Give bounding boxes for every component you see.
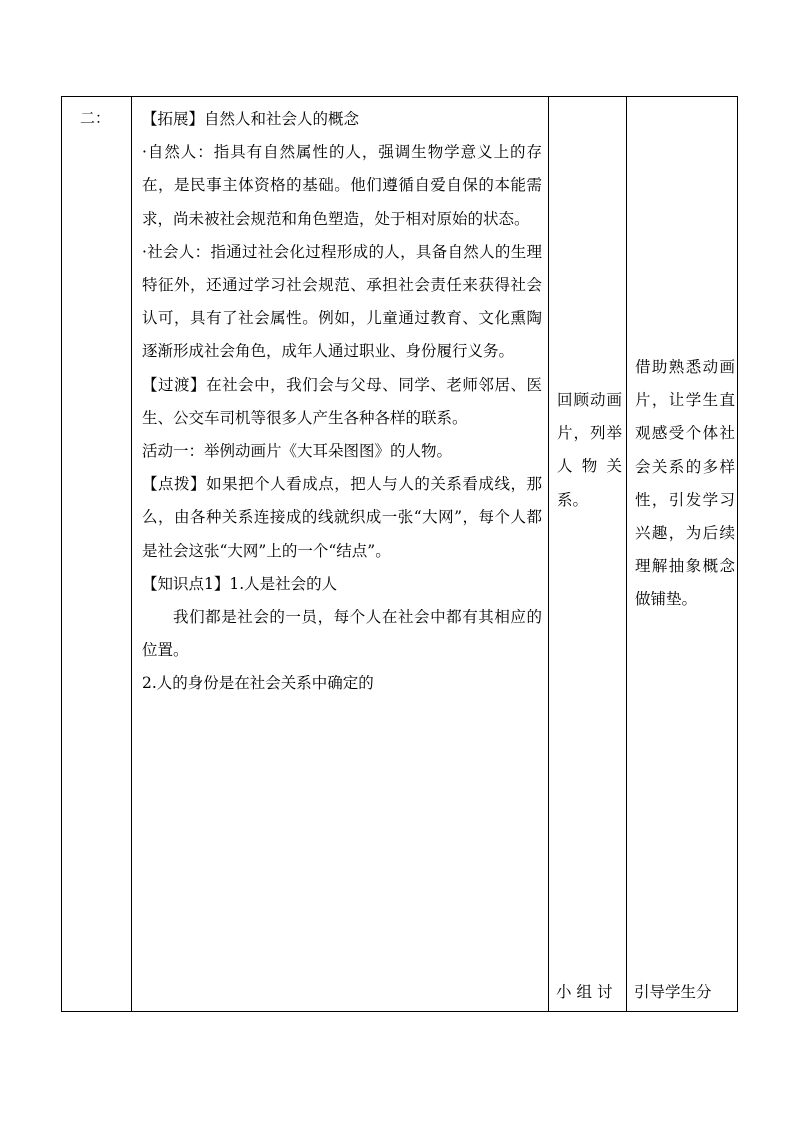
transition-paragraph: 【过渡】在社会中，我们会与父母、同学、老师邻居、医生、公交车司机等很多人产生各种各样的联系。 xyxy=(142,375,542,427)
knowledge-point-heading: 【知识点1】1.人是社会的人 xyxy=(142,574,338,593)
teaching-content-cell xyxy=(132,97,549,1012)
section-label: 二： xyxy=(80,109,111,127)
extension-heading: 【拓展】自然人和社会人的概念 xyxy=(142,110,360,128)
guidance-paragraph: 【点拨】如果把个人看成点，把人与人的关系看成线，那么，由各种关系连接成的线就织成一张“大网”，每个人都是社会这张“大网”上的一个“结点”。 xyxy=(142,475,542,560)
student-activity-cell xyxy=(549,97,627,1012)
activity-one: 活动一：举例动画片《大耳朵图图》的人物。 xyxy=(142,442,453,461)
student-activity-next: 小组讨 xyxy=(556,983,618,1001)
table-row xyxy=(62,97,738,1012)
design-intent-next: 引导学生分 xyxy=(634,983,712,1001)
student-activity-text: 回顾动画片，列举人物关系。 xyxy=(557,391,622,509)
social-person-paragraph: ·社会人：指通过社会化过程形成的人，具备自然人的生理特征外，还通过学习社会规范、承担社会责任来获得社会认可，具有了社会属性。例如，儿童通过教育、文化熏陶逐渐形成社会角色，成年人通过职业、身份履行义务。 xyxy=(142,242,542,361)
section-cell xyxy=(62,97,132,1012)
design-intent-cell xyxy=(627,97,738,1012)
knowledge-point-two: 2.人的身份是在社会关系中确定的 xyxy=(142,674,374,693)
natural-person-paragraph: ·自然人：指具有自然属性的人，强调生物学意义上的存在，是民事主体资格的基础。他们遵循自爱自保的本能需求，尚未被社会规范和角色塑造，处于相对原始的状态。 xyxy=(142,143,542,228)
knowledge-point-text: 我们都是社会的一员，每个人在社会中都有其相应的位置。 xyxy=(142,608,542,660)
lesson-plan-table xyxy=(61,96,738,1012)
design-intent-text: 借助熟悉动画片，让学生直观感受个体社会关系的多样性，引发学习兴趣，为后续理解抽象概念做铺垫。 xyxy=(635,358,735,609)
